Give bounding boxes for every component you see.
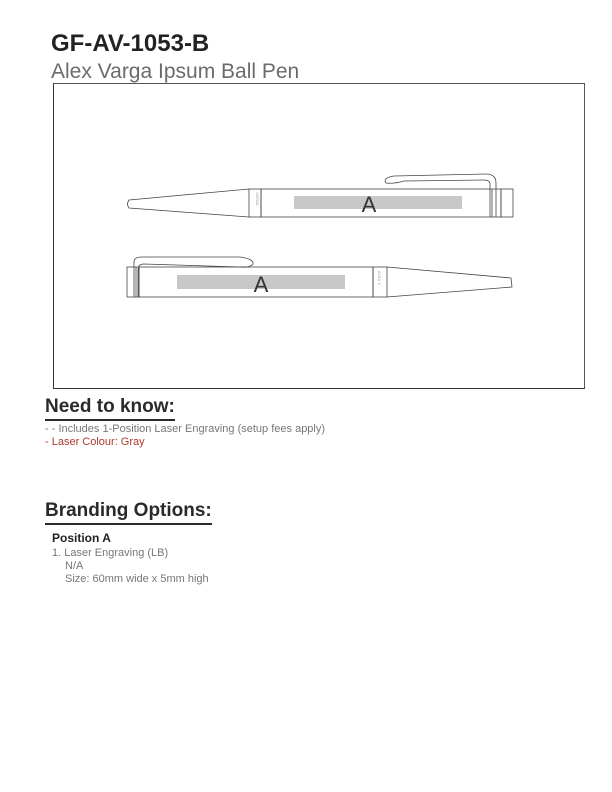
need-to-know-title: Need to know: <box>45 396 175 421</box>
pen-cap-end <box>501 189 513 217</box>
product-sku: GF-AV-1053-B <box>51 30 210 57</box>
position-title: Position A <box>52 531 111 545</box>
product-image-frame <box>53 83 585 389</box>
branding-method: 1. Laser Engraving (LB) <box>52 547 169 559</box>
branding-size: Size: 60mm wide x 5mm high <box>65 573 209 585</box>
branding-colours: N/A <box>65 560 84 572</box>
pen-drawings <box>54 84 586 390</box>
pen-tip <box>387 267 512 297</box>
product-name: Alex Varga Ipsum Ball Pen <box>51 60 300 83</box>
pen-clip <box>385 174 496 217</box>
pen-cap-end <box>127 267 139 297</box>
ring-text-bottom: ALEX V <box>377 271 382 286</box>
pen-top-view <box>128 174 514 217</box>
print-area-label-bottom: A <box>253 272 269 297</box>
print-area-label-top: A <box>361 192 377 217</box>
branding-options-title: Branding Options: <box>45 500 212 525</box>
print-area-a-top <box>294 196 462 209</box>
laser-colour-note: - Laser Colour: Gray <box>45 436 145 448</box>
ring-text-top: VARGA <box>255 192 260 206</box>
pen-tip <box>128 189 250 217</box>
need-to-know-item: - - Includes 1-Position Laser Engraving (setup fees apply) <box>45 423 326 435</box>
